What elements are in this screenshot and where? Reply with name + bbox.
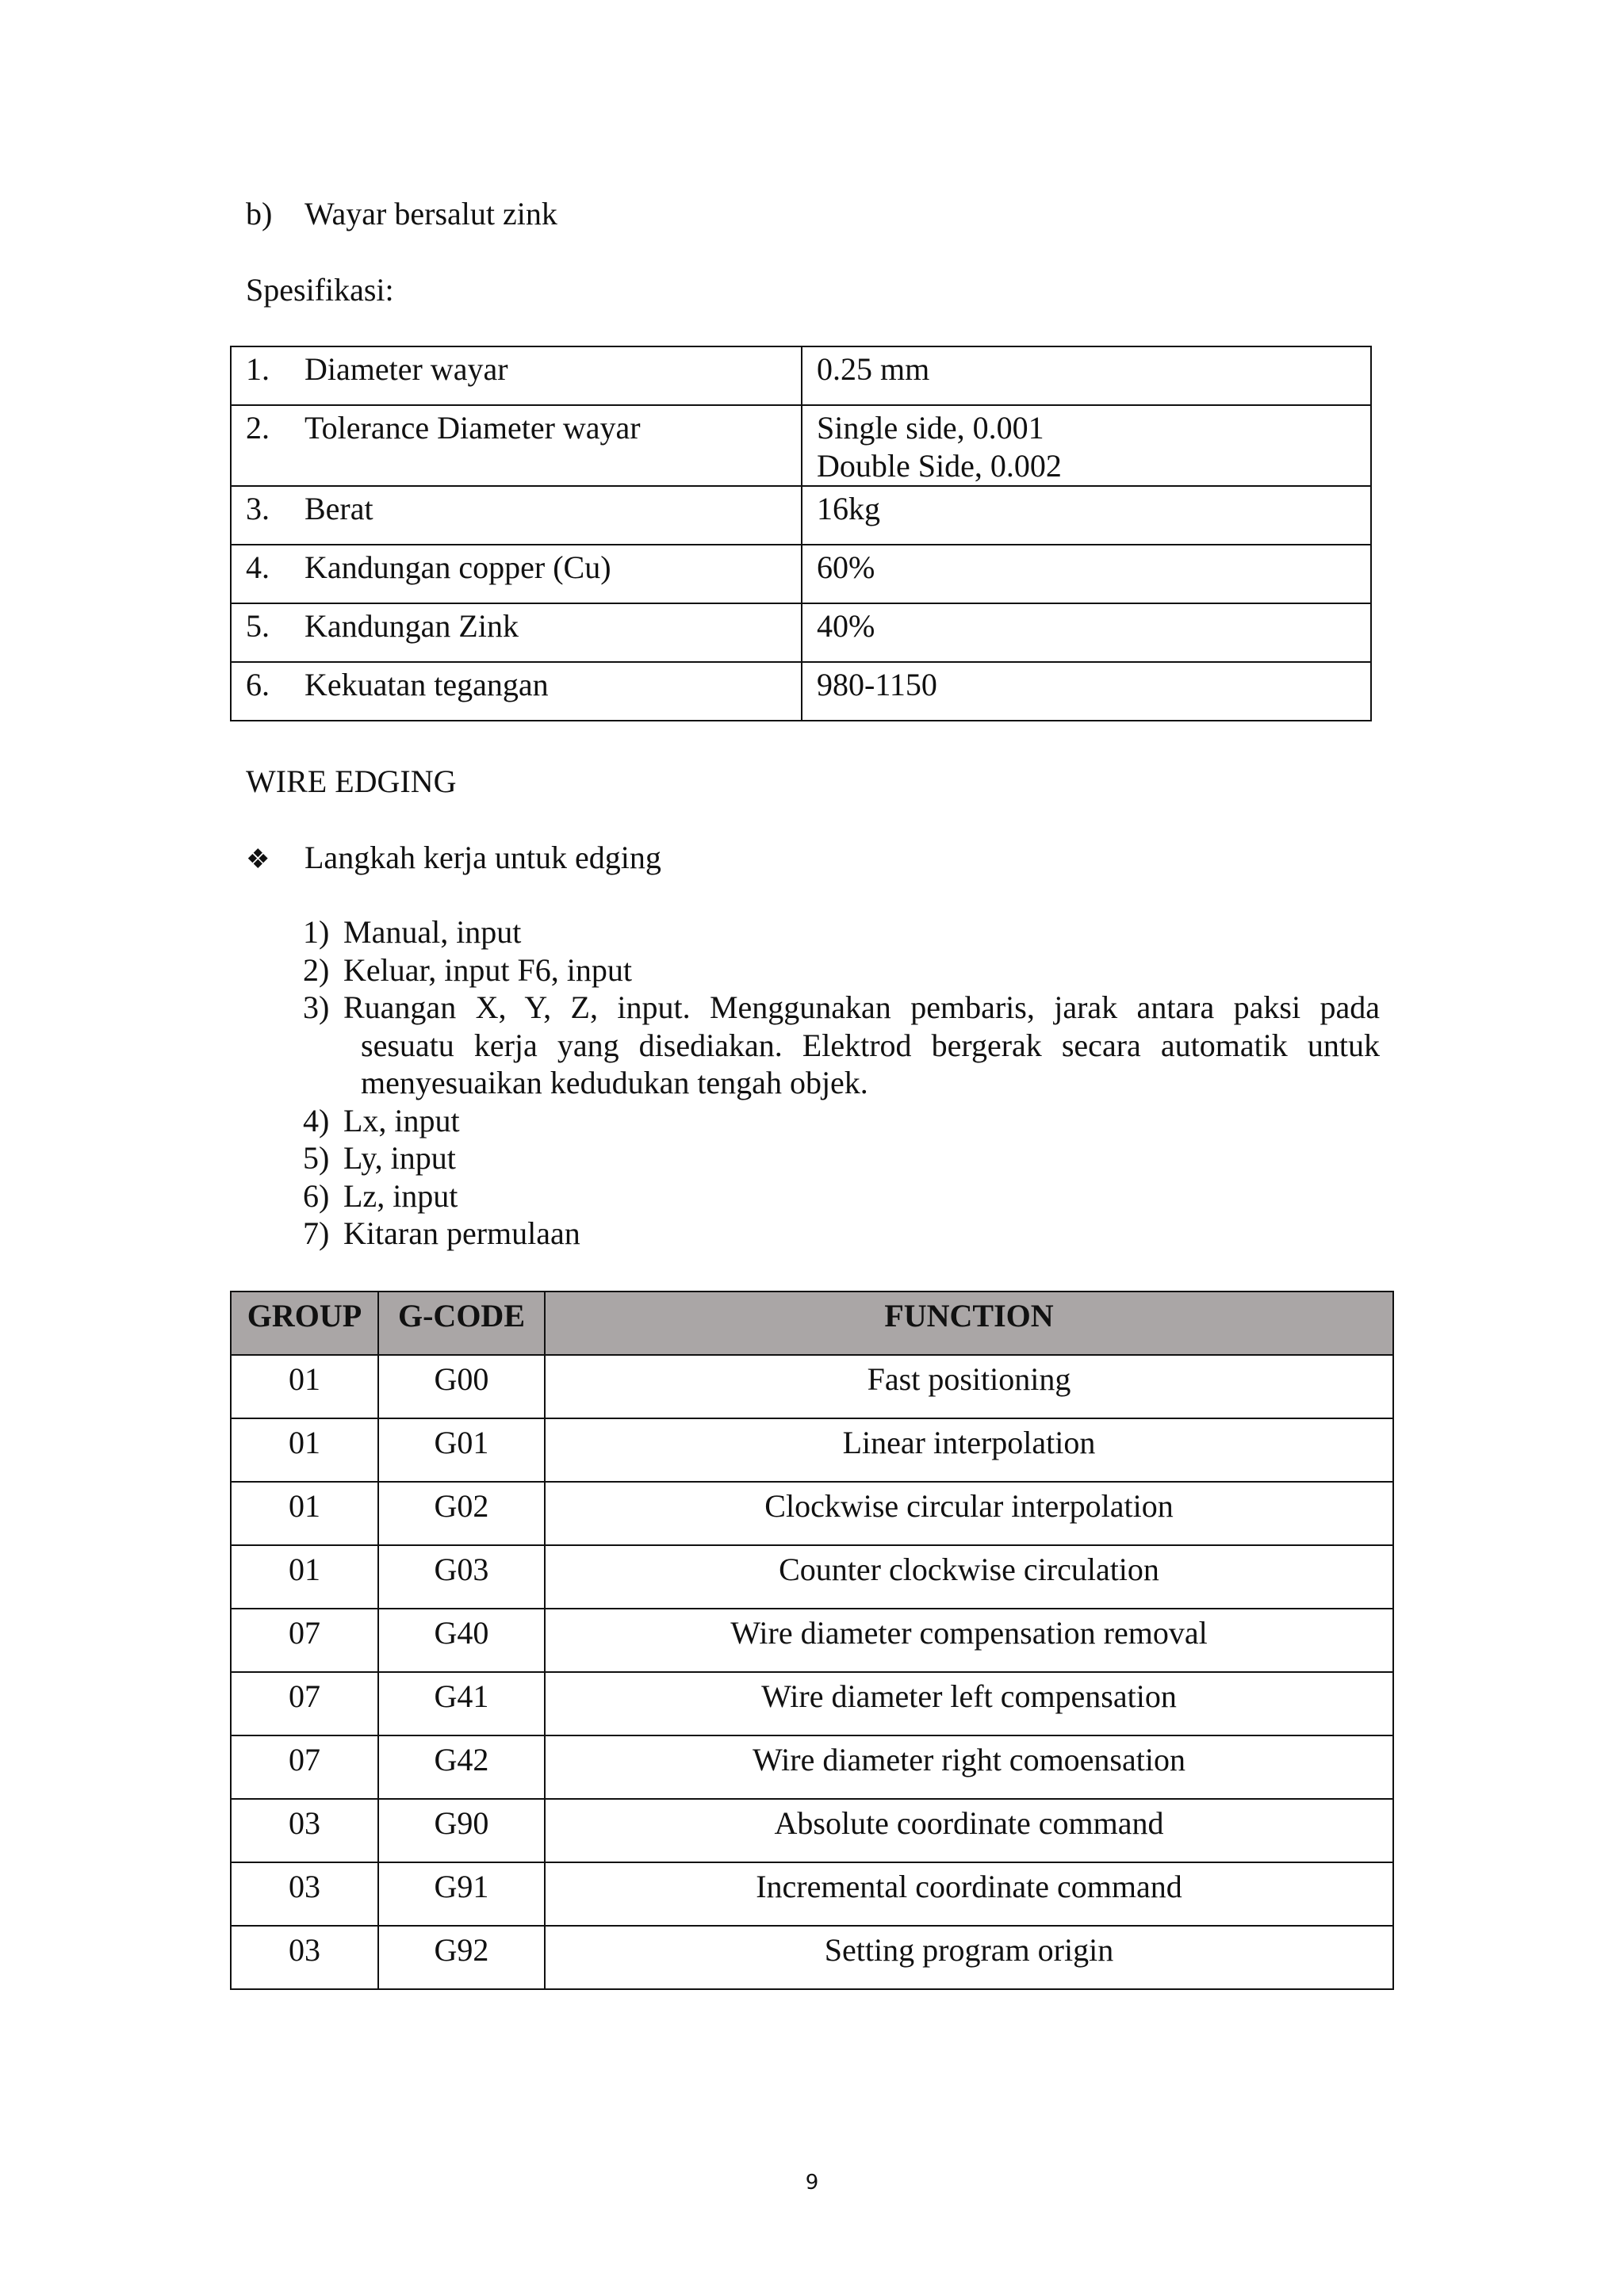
diamond-bullet-icon: ❖ [246,845,270,874]
step-text [343,951,1380,989]
spec-label: Kandungan Zink [304,608,519,644]
function-cell: Wire diameter right comoensation [545,1735,1393,1799]
spec-value-cell [802,545,1371,603]
step-item [303,1177,1380,1215]
gcode-cell: G90 [378,1799,545,1862]
spec-table [230,346,1372,721]
spec-value-cell [802,662,1371,721]
section-heading [246,195,557,233]
step-text [343,913,1380,951]
gcode-cell: G91 [378,1862,545,1926]
step-line: Lx, input [343,1102,460,1138]
section-label: b) [246,196,273,232]
spec-row [231,405,1371,486]
page-number: 9 [805,2171,819,2195]
spec-row [231,545,1371,603]
gcode-row [231,1609,1393,1672]
group-cell: 07 [231,1672,378,1735]
wire-edging-heading: WIRE EDGING [246,763,457,799]
spec-row [231,486,1371,545]
gcode-header-row [231,1292,1393,1355]
group-cell: 01 [231,1355,378,1418]
section-title: Wayar bersalut zink [304,196,557,232]
header-function: FUNCTION [545,1292,1393,1355]
gcode-cell: G01 [378,1418,545,1482]
step-text [343,1215,1380,1253]
gcode-cell: G42 [378,1735,545,1799]
spec-value-cell [802,405,1371,486]
group-cell: 07 [231,1609,378,1672]
spec-number: 5. [246,608,270,644]
spec-label-cell [231,662,802,721]
gcode-row [231,1799,1393,1862]
spec-label: Diameter wayar [304,351,508,387]
function-cell: Setting program origin [545,1926,1393,1989]
step-line: Ruangan X, Y, Z, input. Menggunakan pembaris, jarak antara paksi pada [343,989,1380,1025]
step-line: Keluar, input F6, input [343,951,632,988]
gcode-cell: G03 [378,1545,545,1609]
spec-label: Tolerance Diameter wayar [304,410,641,446]
spec-label: Kekuatan tegangan [304,667,549,702]
gcode-row [231,1926,1393,1989]
spec-label-cell [231,545,802,603]
spec-label-cell [231,603,802,662]
step-number: 2) [303,951,330,988]
step-item [303,951,1380,989]
header-gcode: G-CODE [378,1292,545,1355]
step-line: Ly, input [343,1140,456,1176]
spec-value: 0.25 mm [817,351,930,387]
group-cell: 03 [231,1926,378,1989]
step-item [303,1102,1380,1140]
spec-number: 4. [246,549,270,585]
gcode-row [231,1735,1393,1799]
steps-list [303,913,1380,1253]
step-item [303,913,1380,951]
step-text [343,1177,1380,1215]
gcode-table [230,1291,1394,1990]
spec-heading: Spesifikasi: [246,272,394,308]
spec-value: 40% [817,608,875,644]
function-cell: Wire diameter compensation removal [545,1609,1393,1672]
function-cell: Incremental coordinate command [545,1862,1393,1926]
spec-value: 60% [817,549,875,585]
spec-value-cell [802,486,1371,545]
spec-value-cell [802,603,1371,662]
step-line: Kitaran permulaan [343,1215,580,1251]
function-cell: Fast positioning [545,1355,1393,1418]
gcode-cell: G41 [378,1672,545,1735]
group-cell: 03 [231,1799,378,1862]
step-number: 7) [303,1215,330,1251]
group-cell: 01 [231,1418,378,1482]
spec-number: 6. [246,667,270,702]
gcode-row [231,1862,1393,1926]
gcode-cell: G92 [378,1926,545,1989]
step-text [343,1139,1380,1177]
bullet-line [246,839,661,879]
spec-label-cell [231,486,802,545]
gcode-row [231,1672,1393,1735]
function-cell: Absolute coordinate command [545,1799,1393,1862]
step-text [343,989,1380,1102]
spec-number: 2. [246,410,270,446]
step-number: 3) [303,989,330,1025]
step-number: 4) [303,1102,330,1138]
spec-value: 16kg [817,491,880,526]
spec-value: Double Side, 0.002 [817,448,1062,484]
group-cell: 03 [231,1862,378,1926]
function-cell: Linear interpolation [545,1418,1393,1482]
gcode-cell: G02 [378,1482,545,1545]
group-cell: 07 [231,1735,378,1799]
gcode-row [231,1482,1393,1545]
spec-row [231,346,1371,405]
spec-label-cell [231,346,802,405]
step-item [303,1215,1380,1253]
step-number: 1) [303,914,330,950]
group-cell: 01 [231,1482,378,1545]
gcode-cell: G00 [378,1355,545,1418]
step-item [303,1139,1380,1177]
step-number: 6) [303,1177,330,1214]
gcode-row [231,1418,1393,1482]
spec-number: 3. [246,491,270,526]
spec-label: Berat [304,491,373,526]
gcode-row [231,1545,1393,1609]
step-line: menyesuaikan kedudukan tengah objek. [361,1065,868,1100]
step-line: Lz, input [343,1177,458,1214]
spec-row [231,603,1371,662]
group-cell: 01 [231,1545,378,1609]
gcode-cell: G40 [378,1609,545,1672]
gcode-row [231,1355,1393,1418]
step-line: Manual, input [343,914,522,950]
header-group: GROUP [231,1292,378,1355]
step-item [303,989,1380,1102]
step-number: 5) [303,1140,330,1176]
spec-value: Single side, 0.001 [817,410,1044,446]
spec-label-cell [231,405,802,486]
function-cell: Clockwise circular interpolation [545,1482,1393,1545]
spec-label: Kandungan copper (Cu) [304,549,611,585]
function-cell: Wire diameter left compensation [545,1672,1393,1735]
spec-row [231,662,1371,721]
spec-value-cell [802,346,1371,405]
step-text [343,1102,1380,1140]
spec-number: 1. [246,351,270,387]
bullet-text: Langkah kerja untuk edging [304,840,661,875]
step-line: sesuatu kerja yang disediakan. Elektrod bergerak secara automatik untuk [361,1027,1380,1063]
function-cell: Counter clockwise circulation [545,1545,1393,1609]
spec-value: 980-1150 [817,667,937,702]
